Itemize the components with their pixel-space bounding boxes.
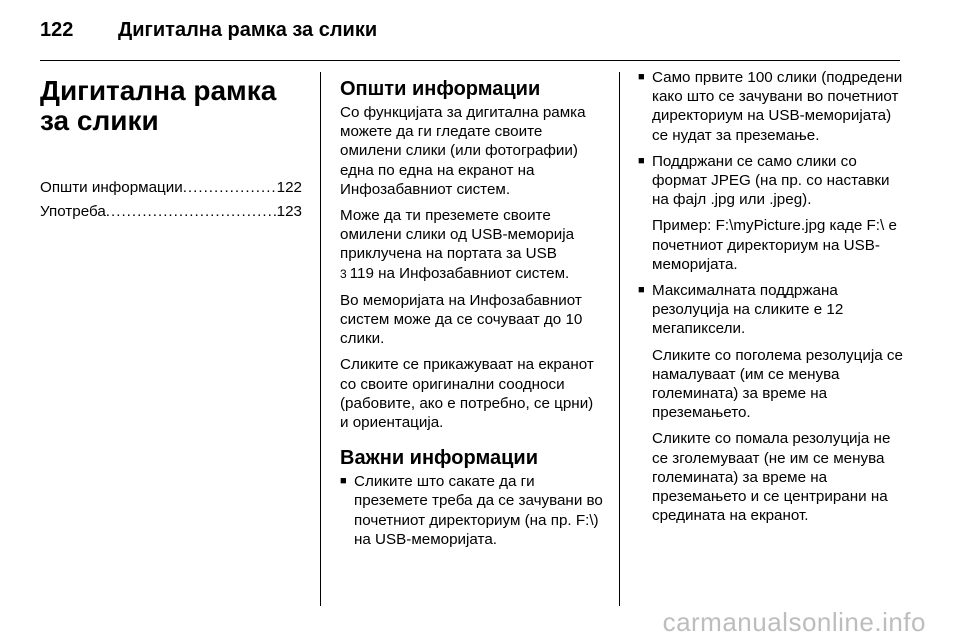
toc-label: Употреба	[40, 203, 106, 221]
bullet-square-icon: ■	[638, 284, 645, 297]
column-divider-1	[320, 72, 321, 606]
column-left	[40, 68, 302, 226]
paragraph-text: 119 на Инфозабавниот систем.	[349, 264, 570, 282]
bullet-text: Само првите 100 слики (подредени како што се зачувани во почетниот директориум на USB-меморијата) се нудат за преземање.	[652, 69, 903, 144]
toc-page: 122	[276, 179, 302, 196]
bullet-text: Поддржани се само слики со формат JPEG (на пр. со наставки на фајл .jpg или .jpeg).	[652, 152, 890, 209]
bullet-text: Максималната поддржана резолуција на сликите е 12 мегапиксели.	[652, 282, 844, 338]
page-number: 122	[40, 18, 74, 41]
running-title: Дигитална рамка за слики	[118, 18, 378, 41]
chapter-title: Дигитална рамка за слики	[40, 75, 277, 136]
column-middle	[340, 68, 604, 556]
list-item	[340, 472, 604, 549]
list-item	[638, 68, 904, 145]
paragraph: Со функцијата за дигитална рамка можете да ги гледате своите омилени слики (или фотографии) една по една на екранот на Инфозабавниот систем.	[340, 104, 586, 198]
bullet-text: Сликите со помала резолуција не се зголемуваат (не им се менува големината) за време на преземањето и се центрирани на средината на екранот.	[652, 430, 891, 525]
paragraph-with-xref	[340, 206, 604, 284]
bullet-square-icon: ■	[340, 475, 347, 488]
bullet-text: Сликите со поголема резолуција се намалуваат (им се менува големината) за време на преземањето.	[652, 346, 903, 422]
column-right	[638, 68, 904, 532]
toc-leader	[106, 202, 277, 221]
bullet-square-icon: ■	[638, 71, 645, 83]
section-title-important-info: Важни информации	[340, 447, 538, 470]
toc-entry-general-info[interactable]	[40, 178, 302, 197]
paragraph: Во меморијата на Инфозабавниот систем може да се сочуваат до 10 слики.	[340, 291, 583, 348]
table-of-contents	[40, 178, 302, 221]
toc-page: 123	[276, 203, 302, 221]
bullet-square-icon: ■	[638, 154, 645, 167]
toc-entry-usage[interactable]	[40, 202, 302, 221]
xref-arrow-icon[interactable]: 3	[340, 266, 347, 281]
paragraph: Сликите се прикажуваат на екранот со своите оригинални соодноси (рабовите, ако е потребно, се црни) и ориентација.	[340, 356, 594, 432]
page-header	[40, 10, 900, 50]
bullet-text: Пример: F:\myPicture.jpg каде F:\ е почетниот директориум на USB-меморијата.	[652, 217, 897, 273]
toc-label: Општи информации	[40, 179, 183, 196]
section-title-general-info: Општи информации	[340, 78, 541, 100]
watermark: carmanualsonline.info	[662, 607, 926, 637]
header-rule	[40, 60, 900, 61]
paragraph-text: Може да ти преземетe своите омилени слики од USB-меморија приклучена на портата за USB	[340, 207, 575, 263]
column-divider-2	[619, 72, 620, 606]
list-item	[638, 152, 904, 274]
list-item	[638, 281, 904, 525]
bullet-text: Сликите што сакате да ги преземетe треба да се зачувани во почетниот директориум (на пр. F:\) на USB-меморијата.	[354, 473, 603, 548]
toc-leader	[183, 178, 277, 197]
